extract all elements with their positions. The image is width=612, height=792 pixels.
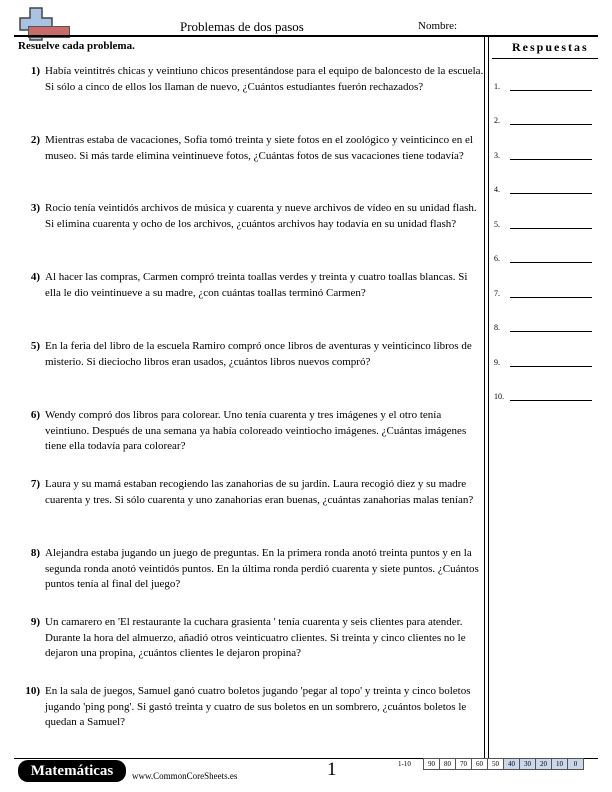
column-divider xyxy=(488,36,489,758)
problem-number: 6) xyxy=(30,409,40,421)
score-cell: 80 xyxy=(439,758,456,770)
problem-number: 3) xyxy=(30,202,40,214)
problem-number: 7) xyxy=(30,478,40,490)
answer-number: 4. xyxy=(494,185,500,194)
problem-number: 1) xyxy=(30,65,40,77)
problem-text: Había veintitrés chicas y veintiuno chicos presentándose para el equipo de baloncesto de la escuela. Si sólo a cinco de ellos los llaman de nuevo, ¿Cuántos estudiantes fuerón rechazados? xyxy=(45,65,484,93)
score-grid xyxy=(424,758,584,770)
score-cell: 60 xyxy=(471,758,488,770)
answer-line[interactable] xyxy=(510,159,592,160)
page-number: 1 xyxy=(327,759,337,780)
score-cell: 50 xyxy=(487,758,504,770)
problem-number: 2) xyxy=(30,134,40,146)
problem-text: Rocio tenía veintidós archivos de música y cuarenta y nueve archivos de vídeo en su unidad flash. Si elimina cuarenta y ocho de los archivos, ¿cuántos archivos hay todavía en su unidad flash? xyxy=(45,202,477,230)
problem-text: Wendy compró dos libros para colorear. Uno tenía cuarenta y tres imágenes y el otro tenía veintiuno. Después de una semana ya había coloreado veintiocho imágenes. ¿Cuántas imágenes tiene ella todavía para colorear? xyxy=(45,409,467,452)
answer-line[interactable] xyxy=(510,124,592,125)
answer-number: 3. xyxy=(494,151,500,160)
answer-line[interactable] xyxy=(510,366,592,367)
answer-line[interactable] xyxy=(510,400,592,401)
problem-text: Al hacer las compras, Carmen compró treinta toallas verdes y treinta y cuatro toallas blancas. Si ella le dio veintinueve a su madre, ¿con cuántas toallas terminó Carmen? xyxy=(45,271,468,299)
problem-number: 4) xyxy=(30,271,40,283)
score-cell: 30 xyxy=(519,758,536,770)
problem-text: Alejandra estaba jugando un juego de preguntas. En la primera ronda anotó treinta puntos y en la segunda ronda anotó veintidós puntos. En la última ronda perdió cuarenta y siete puntos. ¿Cuántos puntos tenía al final del juego? xyxy=(45,547,479,590)
problem-text: Mientras estaba de vacaciones, Sofía tomó treinta y siete fotos en el zoológico y veinticinco en el museo. Si más tarde elimina veintinueve fotos, ¿Cuántas fotos de sus vacaciones tiene todavía? xyxy=(45,134,473,162)
problem-number: 8) xyxy=(30,547,40,559)
answer-line[interactable] xyxy=(510,297,592,298)
score-cell: 40 xyxy=(503,758,520,770)
answer-number: 6. xyxy=(494,254,500,263)
score-cell: 10 xyxy=(551,758,568,770)
problem-number: 10) xyxy=(25,685,40,697)
answer-number: 8. xyxy=(494,323,500,332)
answer-line[interactable] xyxy=(510,228,592,229)
answer-number: 1. xyxy=(494,82,500,91)
answers-title-rule xyxy=(492,58,598,59)
answer-line[interactable] xyxy=(510,262,592,263)
problem-text: Laura y su mamá estaban recogiendo las zanahorias de su jardín. Laura recogió diez y su madre cuarenta y tres. Si sólo cuarenta y uno zanahorias eran buenas, ¿cuántas zanahorias malas tenían? xyxy=(45,478,474,506)
answer-line[interactable] xyxy=(510,90,592,91)
problem-text: Un camarero en 'El restaurante la cuchara grasienta ' tenía cuarenta y seis clientes para atender. Durante la hora del almuerzo, añadió otros veinticuatro clientes. Si treinta y cinco clientes no le dejaron una propina, ¿cuántos clientes le dejaron propina? xyxy=(45,616,466,659)
subject-badge: Matemáticas xyxy=(18,760,126,782)
answer-line[interactable] xyxy=(510,193,592,194)
score-range-label: 1-10 xyxy=(398,760,411,768)
worksheet-title: Problemas de dos pasos xyxy=(180,19,304,34)
answer-number: 2. xyxy=(494,116,500,125)
answers-title: Respuestas xyxy=(512,40,589,54)
header-rule xyxy=(14,35,598,37)
problem-text: En la feria del libro de la escuela Ramiro compró once libros de aventuras y veinticinco libros de misterio. Si dieciocho libros eran usados, ¿cuántos libros nuevos compró? xyxy=(45,340,472,368)
problem-text: En la sala de juegos, Samuel ganó cuatro boletos jugando 'pegar al topo' y treinta y cinco boletos jugando 'ping pong'. Si gastó treinta y cuatro de sus boletos en un sombrero, ¿cuántos boletos le quedan a Samuel? xyxy=(45,685,471,728)
answer-number: 10. xyxy=(494,392,504,401)
answer-number: 7. xyxy=(494,289,500,298)
problem-number: 9) xyxy=(30,616,40,628)
website-label: www.CommonCoreSheets.es xyxy=(132,771,238,781)
instructions: Resuelve cada problema. xyxy=(18,40,135,52)
answer-line[interactable] xyxy=(510,331,592,332)
score-cell: 20 xyxy=(535,758,552,770)
score-cell: 70 xyxy=(455,758,472,770)
answer-number: 5. xyxy=(494,220,500,229)
score-cell: 90 xyxy=(423,758,440,770)
problem-number: 5) xyxy=(30,340,40,352)
score-cell: 0 xyxy=(567,758,584,770)
answer-number: 9. xyxy=(494,358,500,367)
name-label: Nombre: xyxy=(418,20,458,32)
